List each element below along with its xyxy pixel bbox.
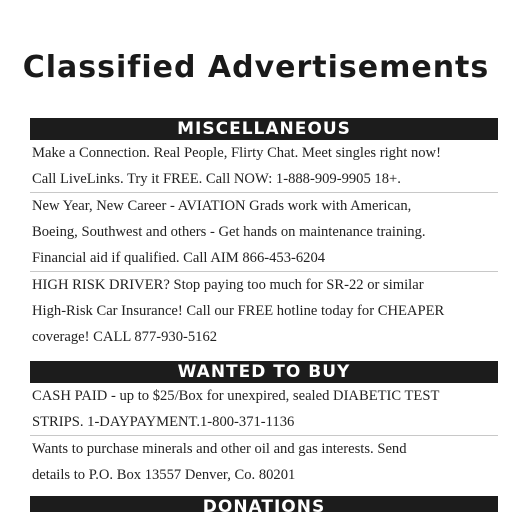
ad-listing	[30, 272, 498, 350]
ad-listing	[30, 193, 498, 272]
ad-text-line: STRIPS. 1-DAYPAYMENT.1-800-371-1136	[32, 414, 295, 430]
section-donations	[30, 496, 498, 512]
ad-text-line: details to P.O. Box 13557 Denver, Co. 80201	[32, 467, 296, 483]
ad-text-line: New Year, New Career - AVIATION Grads work with American,	[32, 198, 412, 214]
section-header: DONATIONS	[30, 496, 498, 512]
ad-listing	[30, 140, 498, 193]
ad-listing	[30, 436, 498, 488]
ad-text-line: Call LiveLinks. Try it FREE. Call NOW: 1-888-909-9905 18+.	[32, 171, 401, 187]
section-wanted-to-buy	[30, 361, 498, 488]
ad-text-line: Boeing, Southwest and others - Get hands on maintenance training.	[32, 224, 426, 240]
ad-text-line: CASH PAID - up to $25/Box for unexpired, sealed DIABETIC TEST	[32, 388, 440, 404]
section-header: WANTED TO BUY	[30, 361, 498, 383]
ad-text-line: High-Risk Car Insurance! Call our FREE hotline today for CHEAPER	[32, 303, 445, 319]
ad-text-line: Make a Connection. Real People, Flirty Chat. Meet singles right now!	[32, 145, 441, 161]
ad-text-line: Financial aid if qualified. Call AIM 866-453-6204	[32, 250, 326, 266]
ad-text-line: Wants to purchase minerals and other oil and gas interests. Send	[32, 441, 407, 457]
ad-text-line: coverage! CALL 877-930-5162	[32, 329, 218, 345]
ad-listing	[30, 383, 498, 436]
page-title: Classified Advertisements	[22, 50, 490, 85]
section-header: MISCELLANEOUS	[30, 118, 498, 140]
section-miscellaneous	[30, 118, 498, 350]
ad-text-line: HIGH RISK DRIVER? Stop paying too much for SR-22 or similar	[32, 277, 424, 293]
